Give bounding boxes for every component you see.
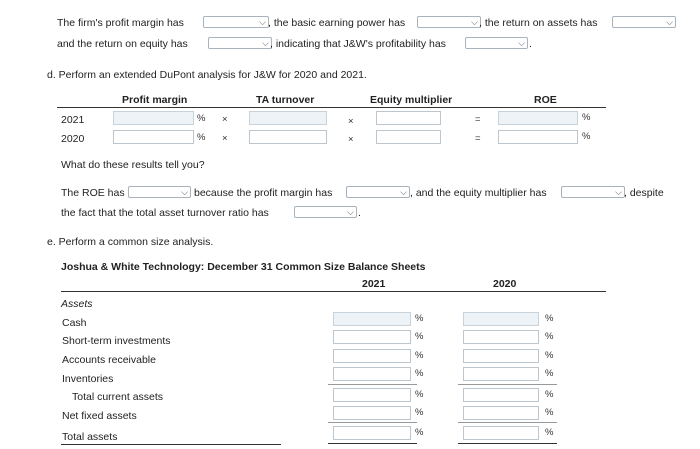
sentence-c-line1-c: , the return on assets has (479, 17, 598, 29)
times-sign: × (348, 116, 354, 127)
chevron-down-icon: ⌵ (471, 17, 478, 27)
table-bottom-rule (61, 444, 281, 445)
pct-sign: % (415, 368, 424, 379)
cash-2021-input[interactable] (333, 312, 411, 326)
roe-trend-select[interactable] (208, 37, 272, 49)
pct-sign: % (545, 313, 554, 324)
chevron-down-icon: ⌵ (181, 187, 188, 197)
subtotal-rule-2021 (328, 384, 417, 385)
section-d-title: d. Perform an extended DuPont analysis for J&W for 2020 and 2021. (47, 69, 367, 81)
profitability-trend-select[interactable] (465, 37, 528, 49)
sentence-c-line1-b: , the basic earning power has (268, 17, 406, 29)
equity-multiplier-2020-input[interactable] (376, 130, 441, 144)
roe-sentence-d: , despite (624, 187, 664, 199)
chevron-down-icon: ⌵ (262, 38, 269, 48)
equity-multiplier-2021-input[interactable] (376, 111, 441, 125)
chevron-down-icon: ⌵ (259, 17, 266, 27)
double-rule-2020 (458, 443, 557, 444)
ta-turnover-change-select[interactable] (294, 206, 357, 218)
subtotal-rule-2020 (458, 384, 557, 385)
short-term-investments-2020-input[interactable] (463, 330, 539, 344)
ta-turnover-2021-input[interactable] (249, 111, 327, 125)
chevron-down-icon: ⌵ (615, 187, 622, 197)
column-2020-header: 2020 (493, 278, 517, 290)
pct-sign: % (582, 131, 591, 142)
pct-sign: % (415, 331, 424, 342)
accounts-receivable-2020-input[interactable] (463, 349, 539, 363)
chevron-down-icon: ⌵ (666, 17, 673, 27)
dupont-year-2021: 2021 (61, 114, 85, 126)
row-label: Cash (62, 317, 87, 329)
row-label: Accounts receivable (62, 354, 156, 366)
pct-sign: % (545, 368, 554, 379)
inventories-2021-input[interactable] (333, 367, 411, 381)
header-ta-turnover: TA turnover (256, 94, 315, 106)
sentence-c-line2-b: , indicating that J&W's profitability has (270, 38, 446, 50)
pct-sign: % (197, 132, 206, 143)
times-sign: × (222, 114, 228, 125)
column-2021-header: 2021 (362, 278, 386, 290)
header-equity-multiplier: Equity multiplier (370, 94, 453, 106)
common-size-table-title: Joshua & White Technology: December 31 Common Size Balance Sheets (61, 261, 426, 273)
row-label: Inventories (62, 373, 114, 385)
pct-sign: % (415, 389, 424, 400)
total-current-assets-2021-input[interactable] (333, 388, 411, 402)
roe-sentence-end: . (358, 207, 361, 219)
results-question: What do these results tell you? (61, 159, 205, 171)
pct-sign: % (545, 331, 554, 342)
roe-sentence-b: because the profit margin has (194, 187, 333, 199)
total-rule-2020 (458, 422, 557, 423)
accounts-receivable-2021-input[interactable] (333, 349, 411, 363)
total-assets-2021-input[interactable] (333, 426, 411, 440)
row-label: Short-term investments (62, 335, 171, 347)
pct-sign: % (545, 389, 554, 400)
chevron-down-icon: ⌵ (518, 38, 525, 48)
short-term-investments-2021-input[interactable] (333, 330, 411, 344)
roe-sentence-a: The ROE has (61, 187, 125, 199)
times-sign: × (222, 133, 228, 144)
sentence-c-line1-a: The firm's profit margin has (57, 17, 184, 29)
cash-2020-input[interactable] (463, 312, 539, 326)
inventories-2020-input[interactable] (463, 367, 539, 381)
chevron-down-icon: ⌵ (400, 187, 407, 197)
equals-sign: = (475, 133, 481, 144)
total-rule-2021 (328, 422, 417, 423)
pct-sign: % (545, 427, 554, 438)
sentence-c-line2-a: and the return on equity has (57, 38, 188, 50)
roe-change-select[interactable] (128, 186, 191, 198)
profit-margin-change-select[interactable] (346, 186, 410, 198)
profit-margin-trend-select[interactable] (203, 16, 269, 28)
net-fixed-assets-2020-input[interactable] (463, 406, 539, 420)
assets-label: Assets (61, 298, 93, 310)
pct-sign: % (545, 350, 554, 361)
pct-sign: % (197, 113, 206, 124)
total-current-assets-2020-input[interactable] (463, 388, 539, 402)
dupont-header-rule (57, 107, 606, 108)
double-rule-2021 (328, 443, 417, 444)
row-label: Net fixed assets (62, 410, 137, 422)
equals-sign: = (475, 114, 481, 125)
times-sign: × (348, 134, 354, 145)
dupont-year-2020: 2020 (61, 133, 85, 145)
profit-margin-2021-input[interactable] (113, 111, 194, 125)
row-label: Total current assets (72, 391, 164, 403)
pct-sign: % (582, 112, 591, 123)
total-assets-2020-input[interactable] (463, 426, 539, 440)
common-size-header-rule (61, 291, 606, 292)
roe-2020-input[interactable] (498, 130, 578, 144)
header-profit-margin: Profit margin (122, 94, 188, 106)
bep-trend-select[interactable] (417, 16, 481, 28)
pct-sign: % (545, 407, 554, 418)
pct-sign: % (415, 313, 424, 324)
roa-trend-select[interactable] (612, 16, 676, 28)
profit-margin-2020-input[interactable] (113, 130, 194, 144)
sentence-c-line2-end: . (529, 38, 532, 50)
section-e-title: e. Perform a common size analysis. (47, 236, 214, 248)
roe-sentence-e: the fact that the total asset turnover ratio has (61, 207, 269, 219)
pct-sign: % (415, 407, 424, 418)
row-label: Total assets (62, 431, 118, 443)
roe-sentence-c: , and the equity multiplier has (410, 187, 547, 199)
pct-sign: % (415, 350, 424, 361)
pct-sign: % (415, 427, 424, 438)
roe-2021-input[interactable] (498, 111, 578, 125)
net-fixed-assets-2021-input[interactable] (333, 406, 411, 420)
equity-multiplier-change-select[interactable] (561, 186, 625, 198)
ta-turnover-2020-input[interactable] (249, 130, 327, 144)
header-roe: ROE (534, 94, 557, 106)
chevron-down-icon: ⌵ (347, 207, 354, 217)
